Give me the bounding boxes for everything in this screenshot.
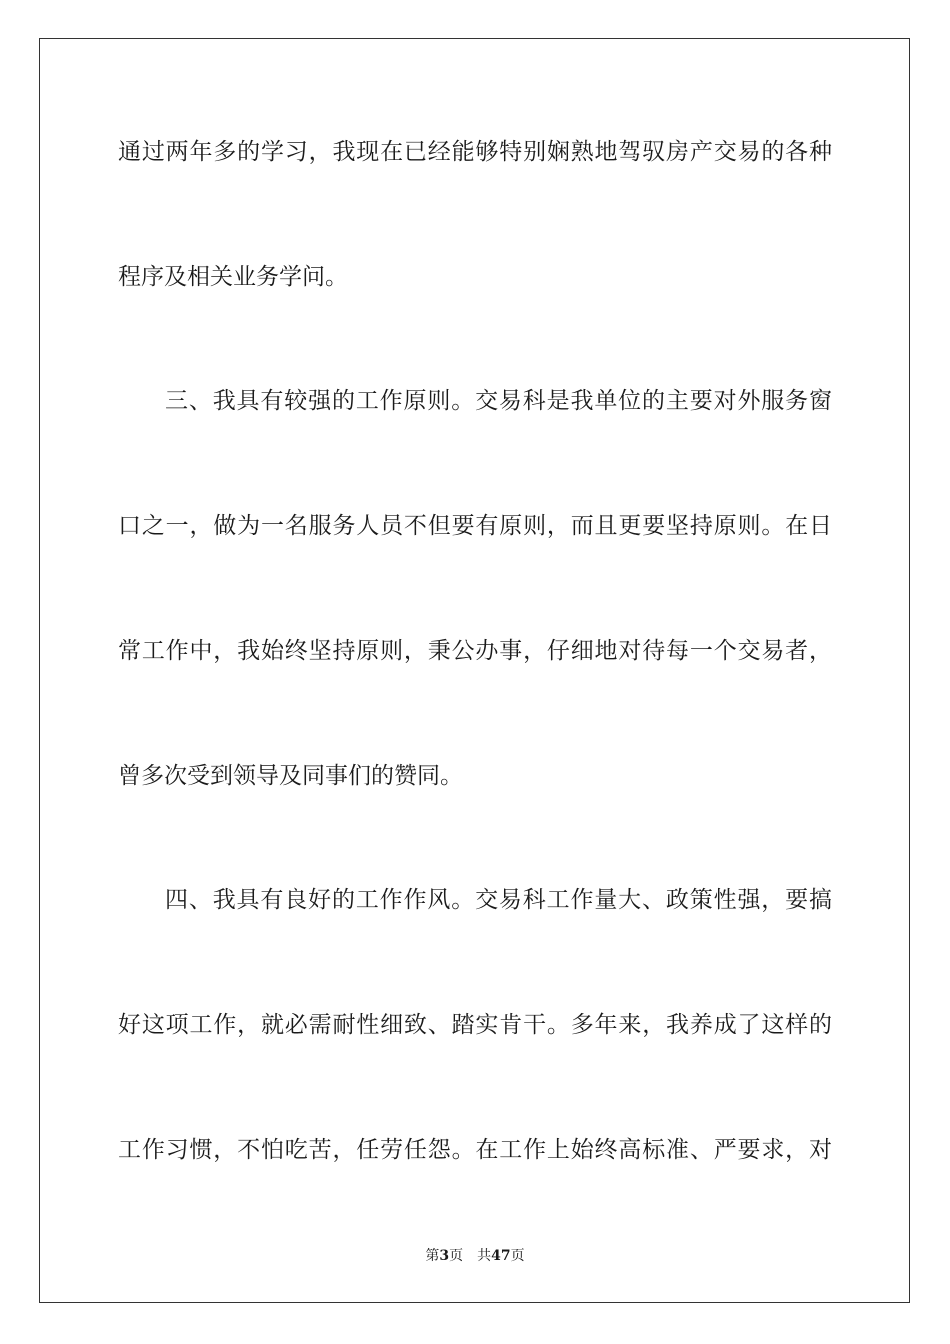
page-suffix: 页 bbox=[449, 1248, 464, 1264]
text-line-7: 四、我具有良好的工作作风。交易科工作量大、政策性强，要搞 bbox=[165, 887, 832, 913]
text-line-4: 口之一，做为一名服务人员不但要有原则，而且更要坚持原则。在日 bbox=[118, 513, 832, 539]
total-prefix: 共 bbox=[477, 1248, 492, 1264]
page-border bbox=[39, 38, 910, 1303]
text-line-5: 常工作中，我始终坚持原则，秉公办事，仔细地对待每一个交易者， bbox=[118, 638, 832, 664]
text-line-9: 工作习惯，不怕吃苦，任劳任怨。在工作上始终高标准、严要求，对 bbox=[118, 1137, 832, 1163]
text-line-3: 三、我具有较强的工作原则。交易科是我单位的主要对外服务窗 bbox=[165, 388, 832, 414]
total-suffix: 页 bbox=[510, 1248, 525, 1264]
text-line-2: 程序及相关业务学问。 bbox=[118, 264, 348, 290]
text-line-6: 曾多次受到领导及同事们的赞同。 bbox=[118, 763, 463, 789]
page-prefix: 第 bbox=[425, 1248, 440, 1264]
page-footer bbox=[0, 1246, 950, 1266]
total-pages: 47 bbox=[491, 1248, 511, 1264]
text-line-1: 通过两年多的学习，我现在已经能够特别娴熟地驾驭房产交易的各种 bbox=[118, 139, 832, 165]
text-line-8: 好这项工作，就必需耐性细致、踏实肯干。多年来，我养成了这样的 bbox=[118, 1012, 832, 1038]
page-number: 3 bbox=[439, 1248, 450, 1264]
